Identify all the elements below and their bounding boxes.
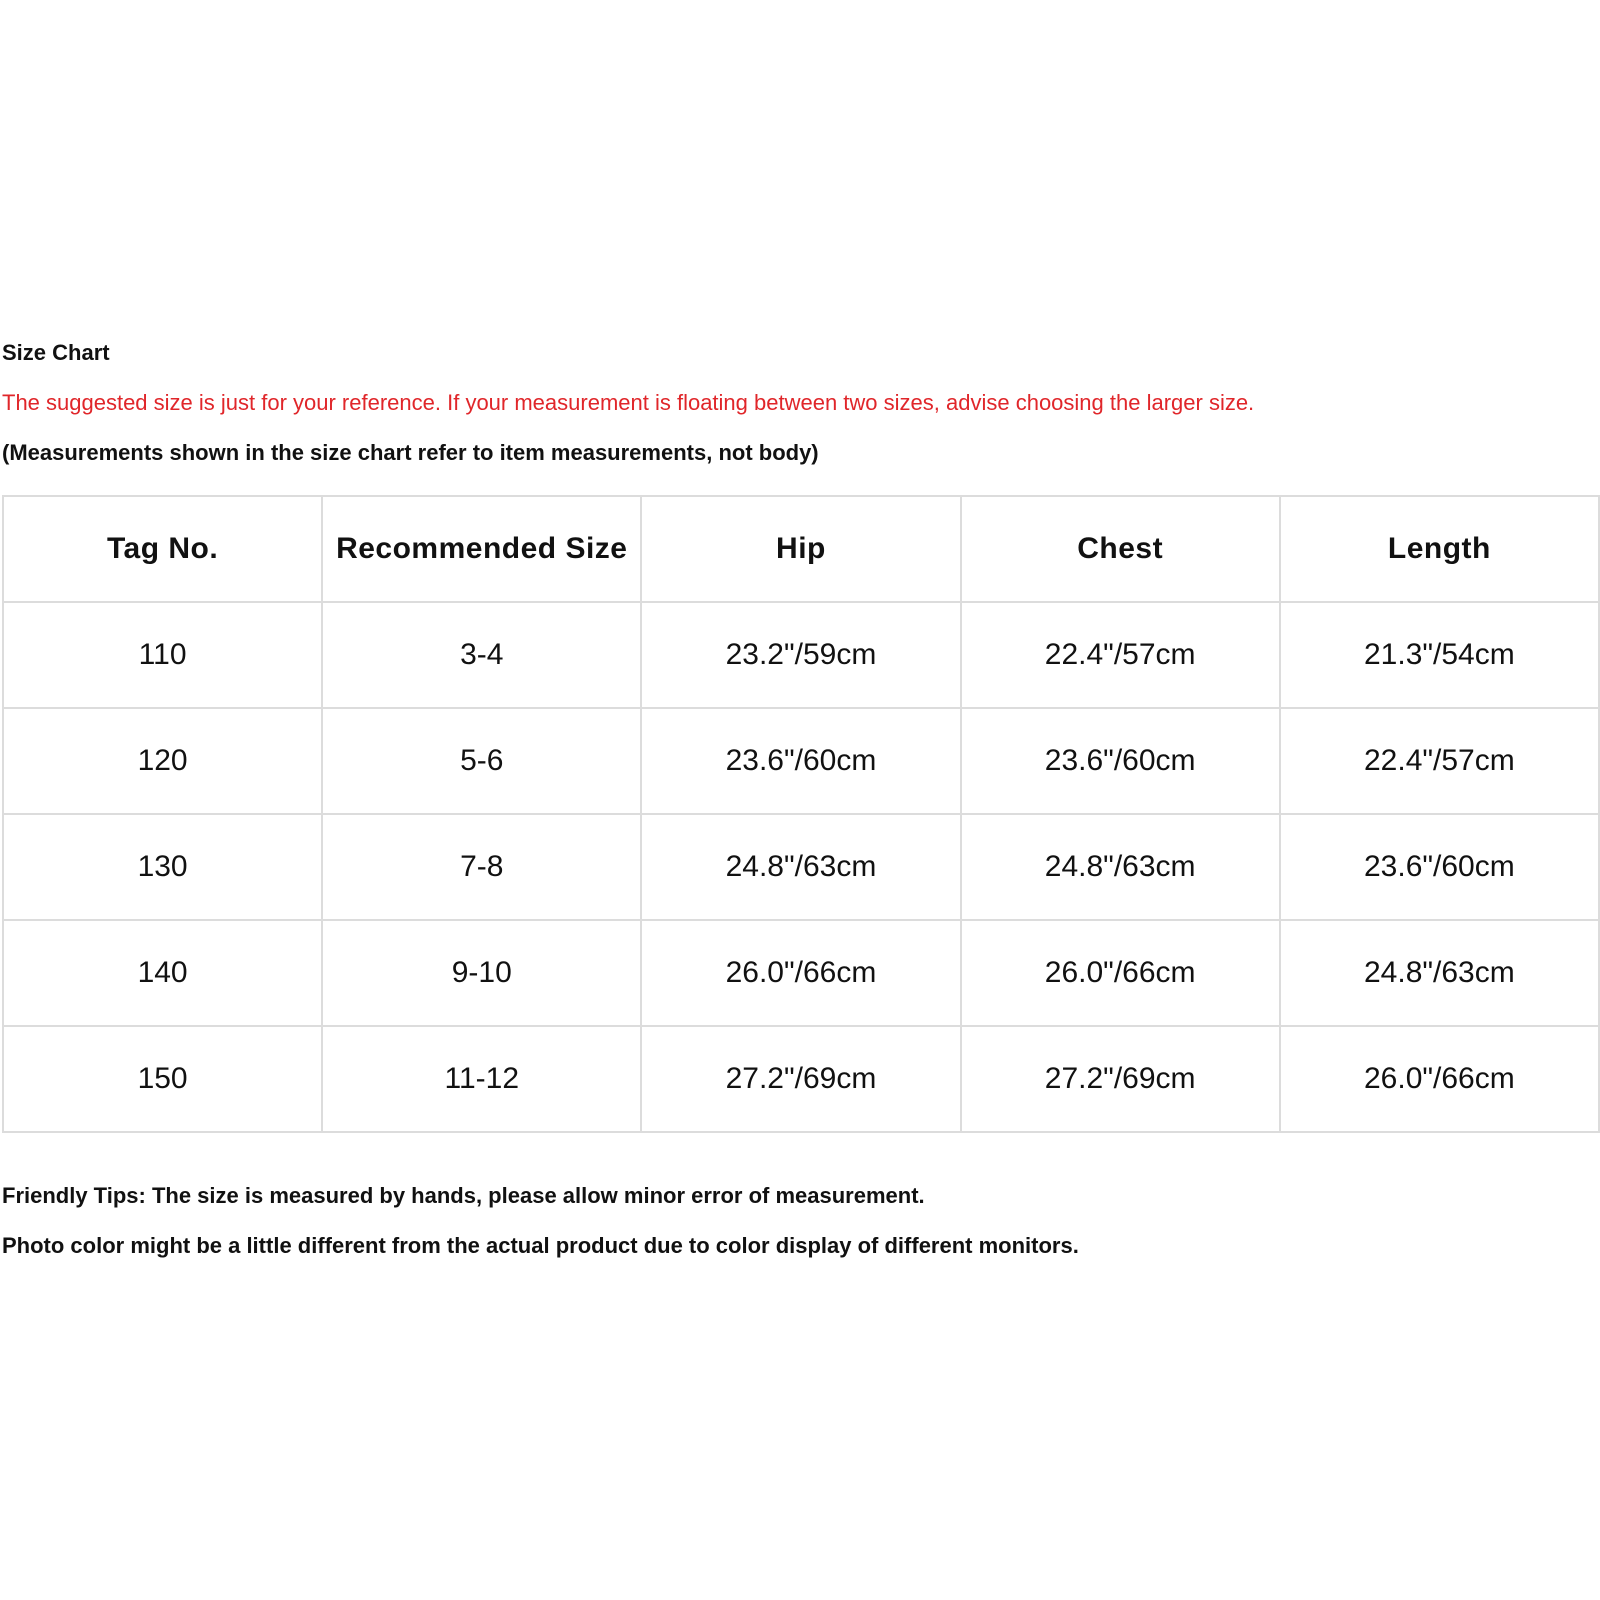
cell-hip: 23.2"/59cm bbox=[641, 602, 960, 708]
cell-tag-no: 150 bbox=[3, 1026, 322, 1132]
cell-hip: 26.0"/66cm bbox=[641, 920, 960, 1026]
size-notice: The suggested size is just for your reference. If your measurement is floating between two sizes, advise choosing the larger size. bbox=[2, 390, 1255, 415]
friendly-tip: Friendly Tips: The size is measured by hands, please allow minor error of measurement. bbox=[2, 1183, 925, 1208]
cell-length: 23.6"/60cm bbox=[1280, 814, 1599, 920]
table-row bbox=[3, 1026, 1599, 1132]
cell-chest: 27.2"/69cm bbox=[961, 1026, 1280, 1132]
table-row bbox=[3, 814, 1599, 920]
cell-recommended-size: 3-4 bbox=[322, 602, 641, 708]
cell-length: 22.4"/57cm bbox=[1280, 708, 1599, 814]
table-row bbox=[3, 708, 1599, 814]
cell-recommended-size: 11-12 bbox=[322, 1026, 641, 1132]
cell-recommended-size: 5-6 bbox=[322, 708, 641, 814]
cell-chest: 24.8"/63cm bbox=[961, 814, 1280, 920]
cell-chest: 26.0"/66cm bbox=[961, 920, 1280, 1026]
cell-hip: 23.6"/60cm bbox=[641, 708, 960, 814]
cell-tag-no: 120 bbox=[3, 708, 322, 814]
cell-hip: 27.2"/69cm bbox=[641, 1026, 960, 1132]
header-recommended-size: Recommended Size bbox=[322, 496, 641, 602]
cell-hip: 24.8"/63cm bbox=[641, 814, 960, 920]
header-hip: Hip bbox=[641, 496, 960, 602]
cell-recommended-size: 7-8 bbox=[322, 814, 641, 920]
table-row bbox=[3, 602, 1599, 708]
cell-tag-no: 130 bbox=[3, 814, 322, 920]
table-row bbox=[3, 920, 1599, 1026]
measurement-note: (Measurements shown in the size chart refer to item measurements, not body) bbox=[2, 440, 819, 465]
cell-recommended-size: 9-10 bbox=[322, 920, 641, 1026]
header-tag-no: Tag No. bbox=[3, 496, 322, 602]
cell-chest: 23.6"/60cm bbox=[961, 708, 1280, 814]
size-table bbox=[2, 495, 1600, 1133]
cell-length: 21.3"/54cm bbox=[1280, 602, 1599, 708]
color-disclaimer: Photo color might be a little different from the actual product due to color display of different monitors. bbox=[2, 1233, 1079, 1258]
page-title: Size Chart bbox=[2, 340, 110, 365]
cell-tag-no: 140 bbox=[3, 920, 322, 1026]
cell-length: 26.0"/66cm bbox=[1280, 1026, 1599, 1132]
cell-chest: 22.4"/57cm bbox=[961, 602, 1280, 708]
header-chest: Chest bbox=[961, 496, 1280, 602]
cell-length: 24.8"/63cm bbox=[1280, 920, 1599, 1026]
cell-tag-no: 110 bbox=[3, 602, 322, 708]
header-length: Length bbox=[1280, 496, 1599, 602]
table-header-row bbox=[3, 496, 1599, 602]
